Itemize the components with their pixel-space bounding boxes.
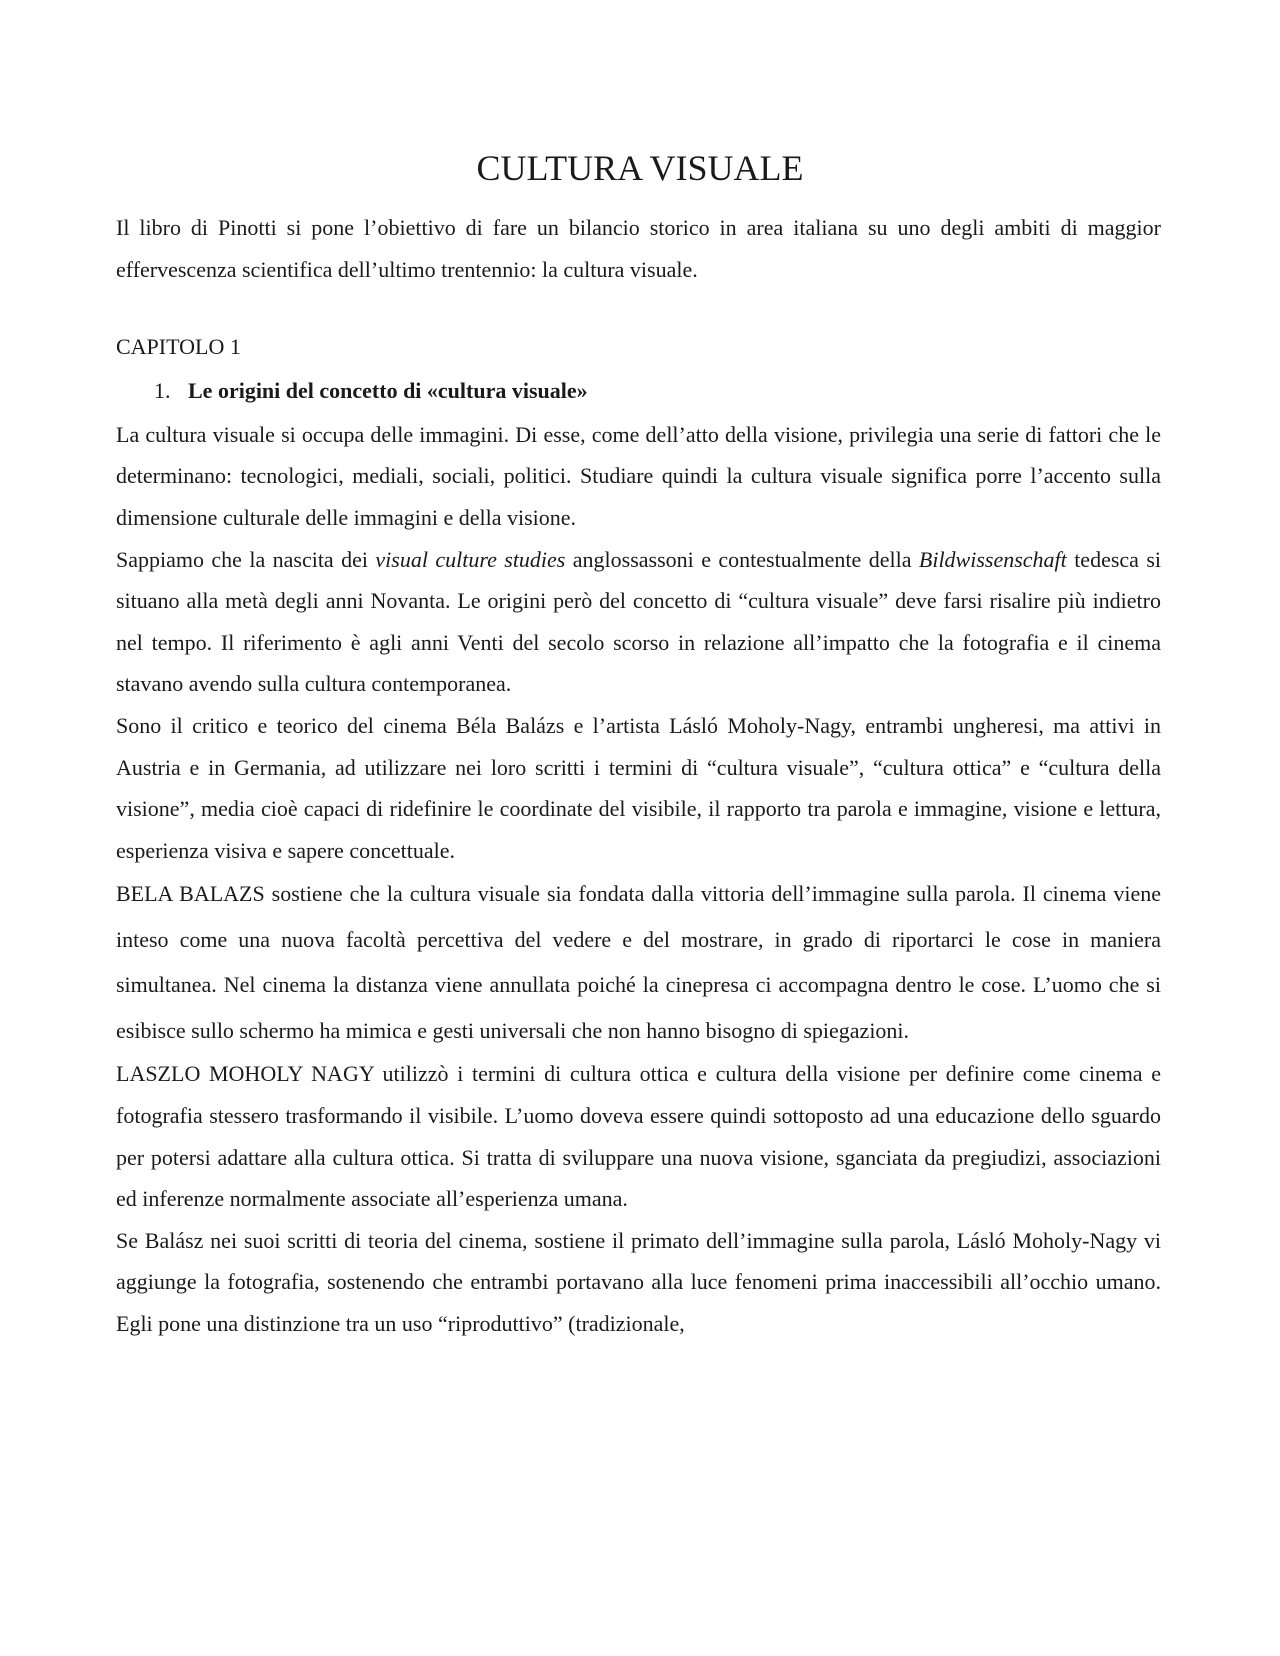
document-body bbox=[116, 207, 1161, 1344]
paragraph-2-part-e: tedesca si situano alla metà degli anni Novanta. Le origini però del concetto di “cultura visuale” deve farsi risalire più indietro nel tempo. Il riferimento è agli anni Venti del secolo scorso in relazione all’impatto che la fotografia e il cinema stavano avendo sulla cultura contemporanea. bbox=[116, 546, 1162, 697]
paragraph-4: BELA BALAZS sostiene che la cultura visuale sia fondata dalla vittoria dell’immagine sulla parola. Il cinema viene inteso come una nuova facoltà percettiva del vedere e del mostrare, in grado di riportarci le cose in maniera simultanea. Nel cinema la distanza viene annullata poiché la cinepresa ci accompagna dentro le cose. L’uomo che si esibisce sullo schermo ha mimica e gesti universali che non hanno bisogno di spiegazioni. bbox=[116, 881, 1161, 1043]
paragraph-3: Sono il critico e teorico del cinema Béla Balázs e l’artista Lásló Moholy-Nagy, entrambi ungheresi, ma attivi in Austria e in Germania, ad utilizzare nei loro scritti i termini di “cultura visuale”, “cultura ottica” e “cultura della visione”, media cioè capaci di ridefinire le coordinate del visibile, il rapporto tra parola e immagine, visione e lettura, esperienza visiva e sapere concettuale. bbox=[116, 712, 1161, 863]
section-title: Le origini del concetto di «cultura visuale» bbox=[188, 377, 588, 403]
paragraph-2 bbox=[116, 539, 1161, 705]
document-title: CULTURA VISUALE bbox=[476, 148, 804, 188]
chapter-label: CAPITOLO 1 bbox=[116, 334, 241, 360]
paragraph-2-part-c: anglossassoni e contestualmente della bbox=[565, 546, 919, 572]
paragraph-5: LASZLO MOHOLY NAGY utilizzò i termini di cultura ottica e cultura della visione per definire come cinema e fotografia stessero trasformando il visibile. L’uomo doveva essere quindi sottoposto ad una educazione dello sguardo per potersi adattare alla cultura ottica. Si tratta di sviluppare una nuova visione, sganciata da pregiudizi, associazioni ed inferenze normalmente associate all’esperienza umana. bbox=[116, 1061, 1161, 1212]
intro-paragraph: Il libro di Pinotti si pone l’obiettivo di fare un bilancio storico in area italiana su uno degli ambiti di maggior effervescenza scientifica dell’ultimo trentennio: la cultura visuale. bbox=[116, 215, 1161, 282]
paragraph-6: Se Balász nei suoi scritti di teoria del cinema, sostiene il primato dell’immagine sulla parola, Lásló Moholy-Nagy vi aggiunge la fotografia, sostenendo che entrambi portavano alla luce fenomeni prima inaccessibili all’occhio umano. Egli pone una distinzione tra un uso “riproduttivo” (tradizionale, bbox=[116, 1227, 1161, 1336]
section-heading bbox=[154, 370, 1161, 412]
paragraph-2-part-a: Sappiamo che la nascita dei bbox=[116, 546, 376, 572]
paragraph-2-italic-bildwissenschaft: Bildwissenschaft bbox=[918, 546, 1067, 572]
paragraph-2-italic-visual-culture-studies: visual culture studies bbox=[375, 546, 566, 572]
paragraph-1: La cultura visuale si occupa delle immagini. Di esse, come dell’atto della visione, privilegia una serie di fattori che le determinano: tecnologici, mediali, sociali, politici. Studiare quindi la cultura visuale significa porre l’accento sulla dimensione culturale delle immagini e della visione. bbox=[116, 421, 1161, 530]
section-number: 1. bbox=[154, 377, 171, 403]
